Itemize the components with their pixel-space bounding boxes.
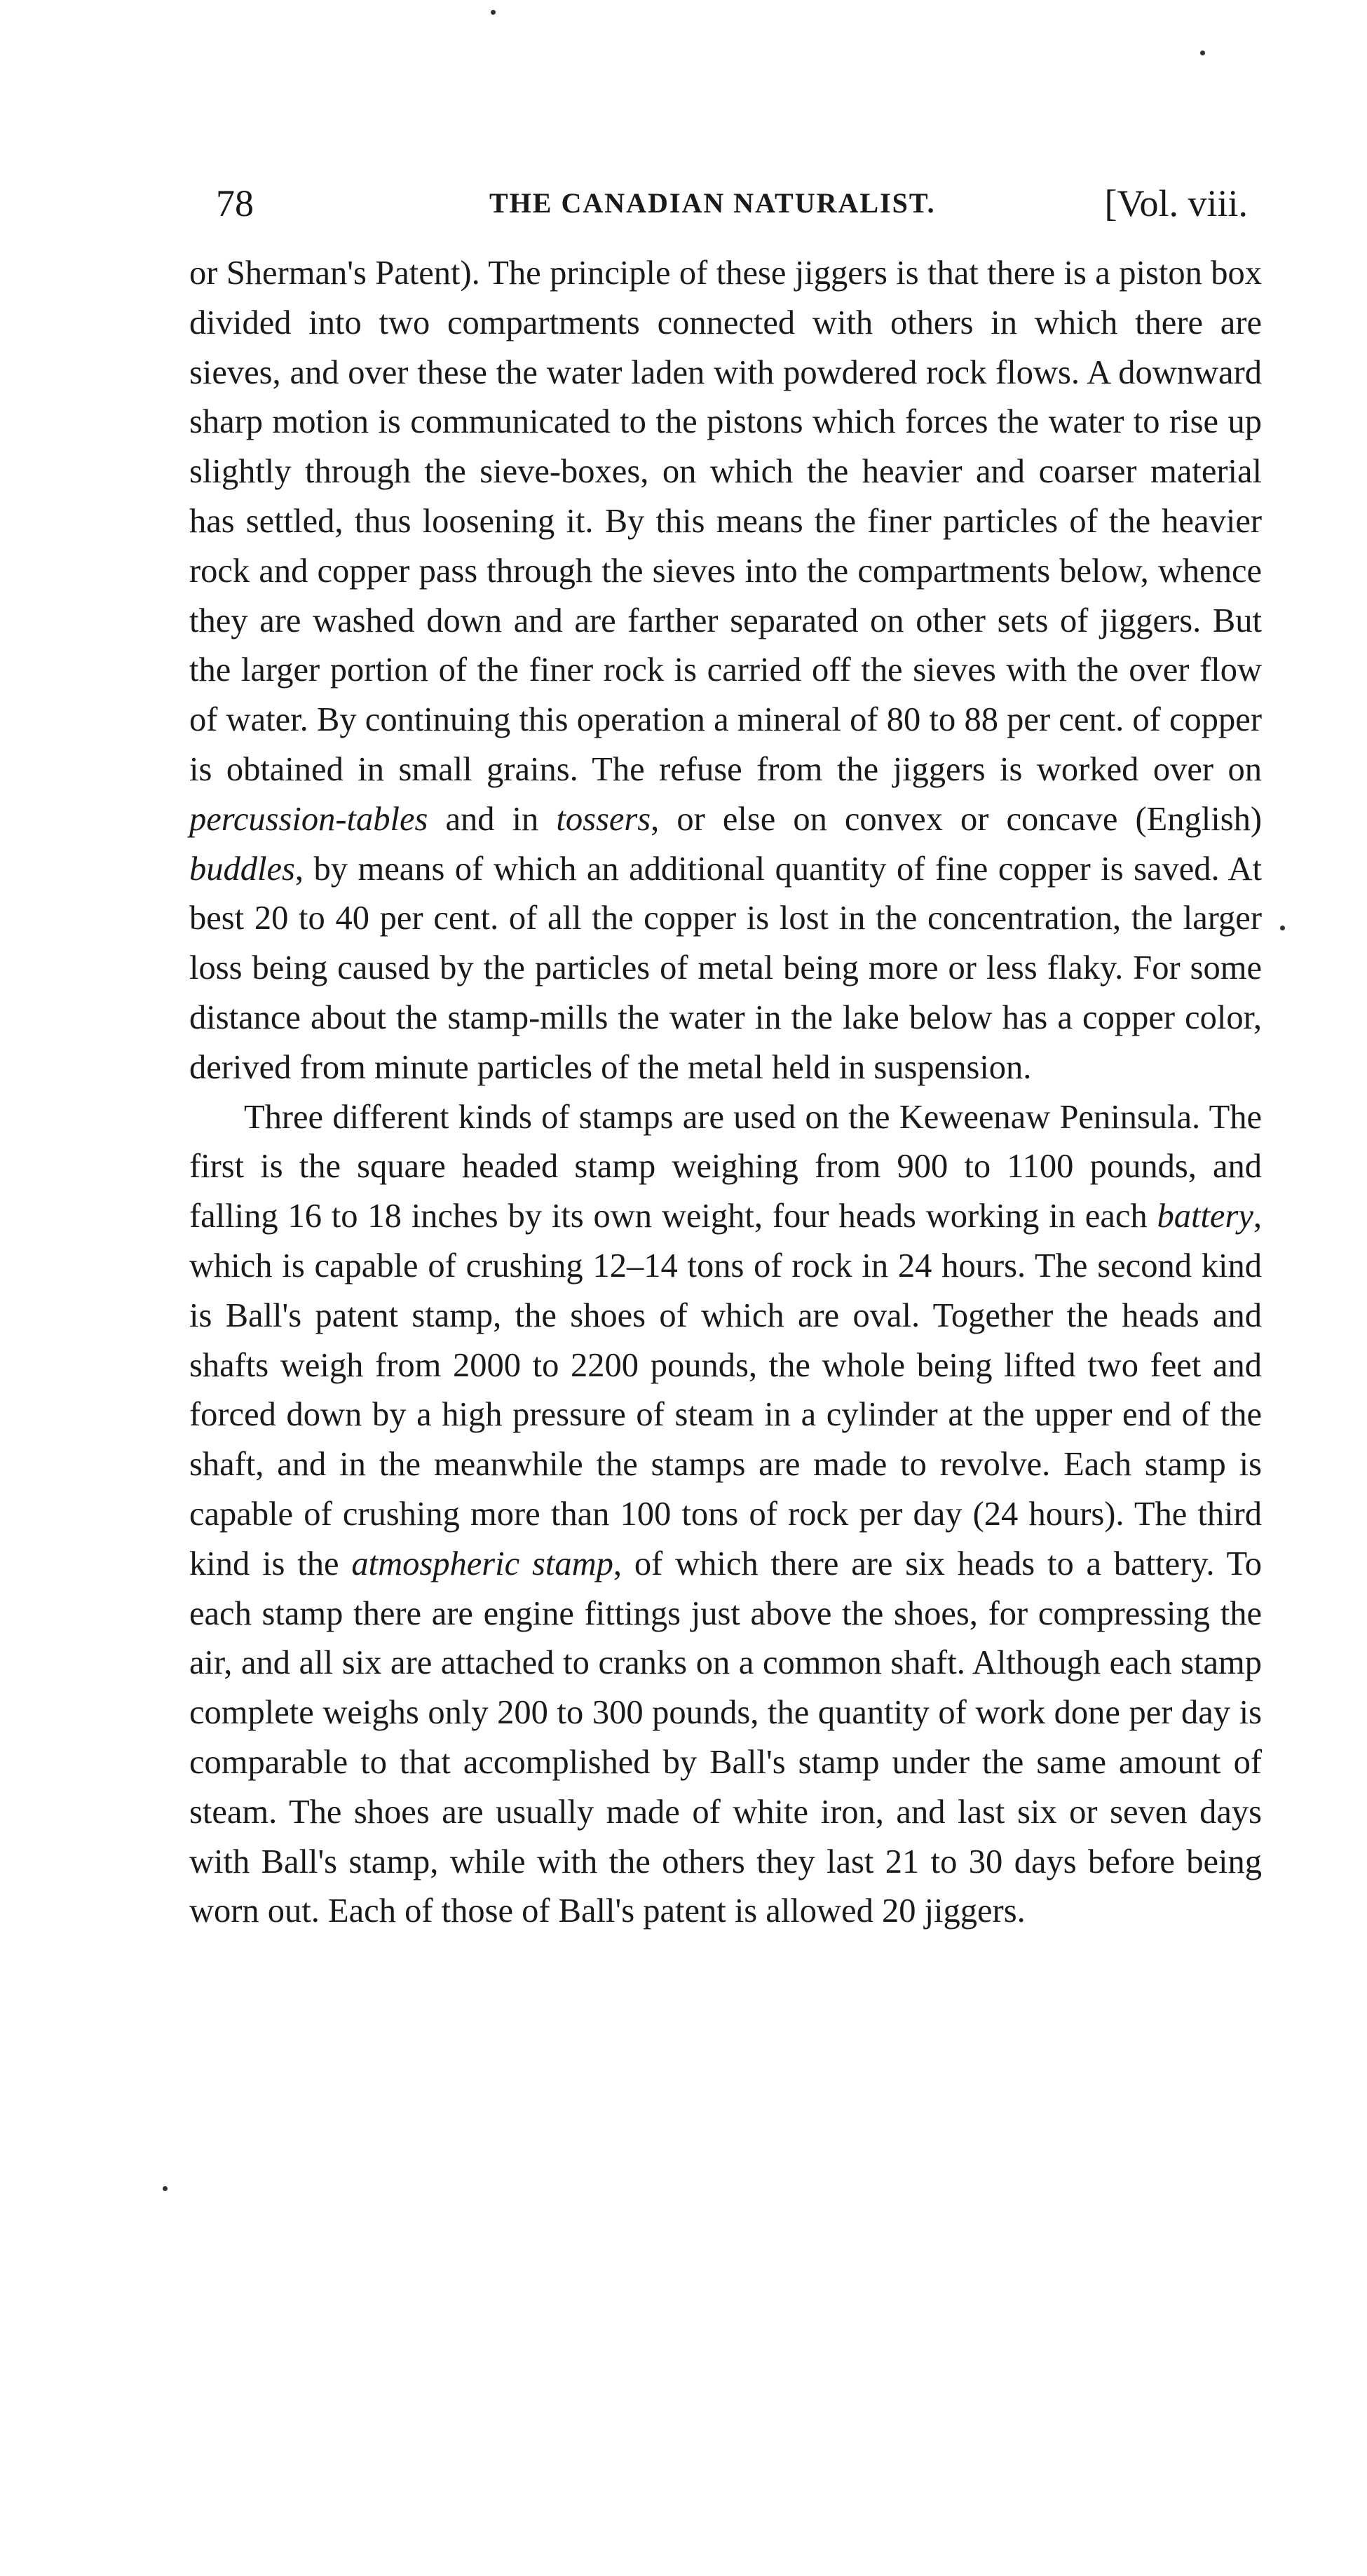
running-head: THE CANADIAN NATURALIST. — [489, 187, 936, 219]
italic-term: atmospheric stamp — [351, 1545, 613, 1582]
body-text — [189, 249, 1262, 1937]
italic-term: buddles — [189, 850, 295, 888]
text-run: and in — [428, 800, 557, 838]
text-run: or Sherman's Patent). The principle of these jiggers is that there is a piston box divided into two compartments connected with others in which there are sieves, and over these the water laden with powdered rock flows. A downward sharp motion is communicated to the pistons which forces the water to rise up slightly through the sieve-boxes, on which the heavier and coarser material has settled, thus loosening it. By this means the finer particles of the heavier rock and copper pass through the sieves into the compartments below, whence they are washed down and are farther separated on other sets of jiggers. But the larger portion of the finer rock is carried off the sieves with the over flow of water. By continuing this operation a mineral of 80 to 88 per cent. of copper is obtained in small grains. The refuse from the jiggers is worked over on — [189, 255, 1262, 788]
text-run: Three different kinds of stamps are used on the Keweenaw Peninsula. The first is the square headed stamp weighing from 900 to 1100 pounds, and falling 16 to 18 inches by its own weight, four heads working in each — [189, 1098, 1262, 1235]
text-run: , by means of which an additional quantity of fine copper is saved. At best 20 to 40 per cent. of all the copper is lost in the concentration, the larger loss being caused by the particles of metal being more or less flaky. For some distance about the stamp-mills the water in the lake below has a copper color, derived from minute particles of the metal held in suspension. — [189, 850, 1262, 1086]
paragraph — [189, 249, 1262, 1093]
scan-speck — [1280, 926, 1285, 930]
text-run: , which is capable of crushing 12–14 tons of rock in 24 hours. The second kind is Ball's patent stamp, the shoes of which are oval. Together the heads and shafts weigh from 2000 to 2200 pounds, the whole being lifted two feet and forced down by a high pressure of steam in a cylinder at the upper end of the shaft, and in the meanwhile the stamps are made to revolve. Each stamp is capable of crushing more than 100 tons of rock per day (24 hours). The third kind is the — [189, 1198, 1262, 1582]
volume-label: [Vol. viii. — [1104, 182, 1248, 224]
scan-speck — [1200, 50, 1205, 55]
scan-speck — [163, 2186, 168, 2191]
italic-term: tossers — [556, 800, 651, 838]
italic-term: battery — [1157, 1198, 1253, 1235]
page-header — [216, 175, 1255, 231]
text-run: , of which there are six heads to a battery. To each stamp there are engine fittings just above the shoes, for compressing the air, and all six are attached to cranks on a common shaft. Although each stamp complete weighs only 200 to 300 pounds, the quantity of work done per day is comparable to that accomplished by Ball's stamp under the same amount of steam. The shoes are usually made of white iron, and last six or seven days with Ball's stamp, while with the others they last 21 to 30 days before being worn out. Each of those of Ball's patent is allowed 20 jiggers. — [189, 1545, 1262, 1930]
paragraph — [189, 1093, 1262, 1937]
text-run: , or else on convex or concave (English) — [651, 800, 1262, 838]
italic-term: percussion-tables — [189, 800, 428, 838]
scan-speck — [491, 10, 496, 15]
page-number: 78 — [216, 182, 254, 224]
